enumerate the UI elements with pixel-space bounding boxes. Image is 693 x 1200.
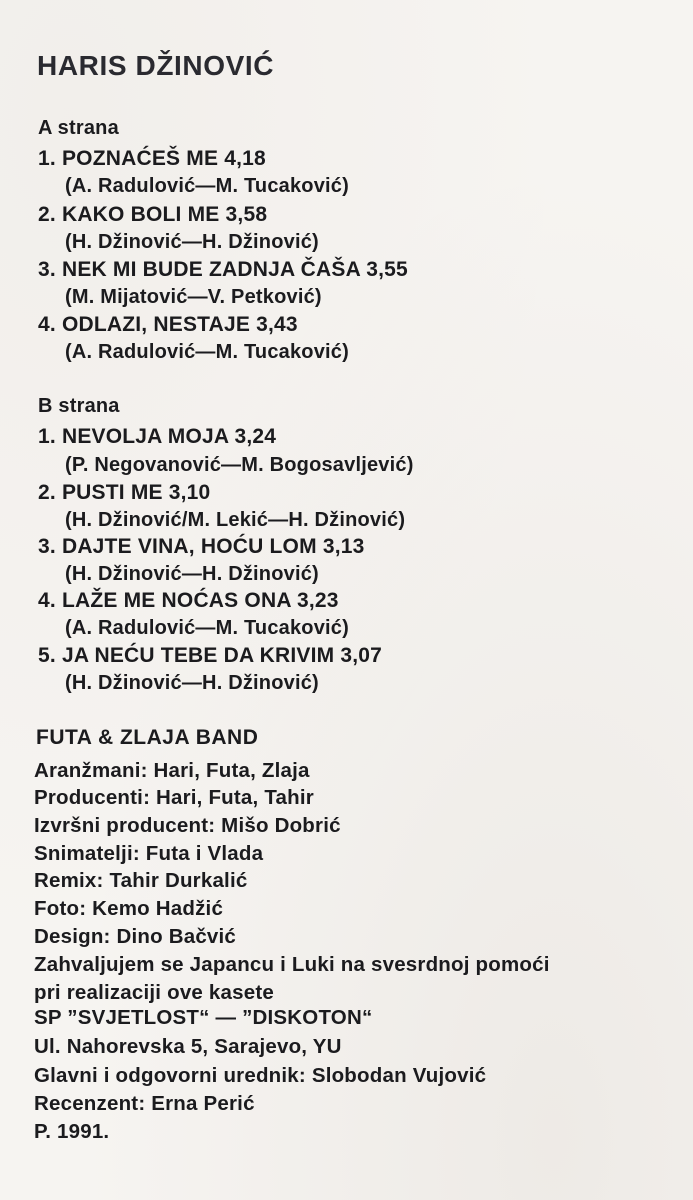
info-line: P. 1991. [34, 1120, 110, 1143]
credit-b4: (A. Radulović—M. Tucaković) [65, 617, 349, 639]
track-a2: 2. KAKO BOLI ME 3,58 [38, 203, 268, 226]
credit-a1: (A. Radulović—M. Tucaković) [65, 175, 349, 197]
info-line: Ul. Nahorevska 5, Sarajevo, YU [34, 1035, 342, 1058]
band-name: FUTA & ZLAJA BAND [36, 726, 259, 749]
track-a3: 3. NEK MI BUDE ZADNJA ČAŠA 3,55 [38, 258, 408, 281]
info-line: Recenzent: Erna Perić [34, 1092, 255, 1115]
info-line: Producenti: Hari, Futa, Tahir [34, 786, 314, 809]
info-line: Izvršni producent: Mišo Dobrić [34, 814, 341, 837]
artist-title: HARIS DŽINOVIĆ [37, 50, 275, 81]
track-b3: 3. DAJTE VINA, HOĆU LOM 3,13 [38, 535, 365, 558]
info-line: Glavni i odgovorni urednik: Slobodan Vujović [34, 1064, 487, 1087]
info-line: Zahvaljujem se Japancu i Luki na svesrdnoj pomoći [34, 953, 550, 976]
credit-b2: (H. Džinović/M. Lekić—H. Džinović) [65, 509, 406, 531]
credit-b5: (H. Džinović—H. Džinović) [65, 672, 319, 694]
info-line: Foto: Kemo Hadžić [34, 897, 224, 920]
track-b1: 1. NEVOLJA MOJA 3,24 [38, 425, 277, 448]
side-a-label: A strana [38, 117, 119, 139]
track-b5: 5. JA NEĆU TEBE DA KRIVIM 3,07 [38, 644, 383, 667]
credit-b1: (P. Negovanović—M. Bogosavljević) [65, 454, 414, 476]
info-line: Snimatelji: Futa i Vlada [34, 842, 264, 865]
credit-a2: (H. Džinović—H. Džinović) [65, 231, 319, 253]
credit-a3: (M. Mijatović—V. Petković) [65, 286, 322, 308]
info-line: SP ”SVJETLOST“ — ”DISKOTON“ [34, 1006, 373, 1029]
info-line: Design: Dino Bačvić [34, 925, 237, 948]
side-b-label: B strana [38, 395, 120, 417]
track-a1: 1. POZNAĆEŠ ME 4,18 [38, 147, 266, 170]
info-line: Remix: Tahir Durkalić [34, 869, 248, 892]
credit-a4: (A. Radulović—M. Tucaković) [65, 341, 349, 363]
info-line: pri realizaciji ove kasete [34, 981, 274, 1004]
track-b2: 2. PUSTI ME 3,10 [38, 481, 211, 504]
track-b4: 4. LAŽE ME NOĆAS ONA 3,23 [38, 589, 339, 612]
info-line: Aranžmani: Hari, Futa, Zlaja [34, 759, 310, 782]
credit-b3: (H. Džinović—H. Džinović) [65, 563, 319, 585]
track-a4: 4. ODLAZI, NESTAJE 3,43 [38, 313, 298, 336]
